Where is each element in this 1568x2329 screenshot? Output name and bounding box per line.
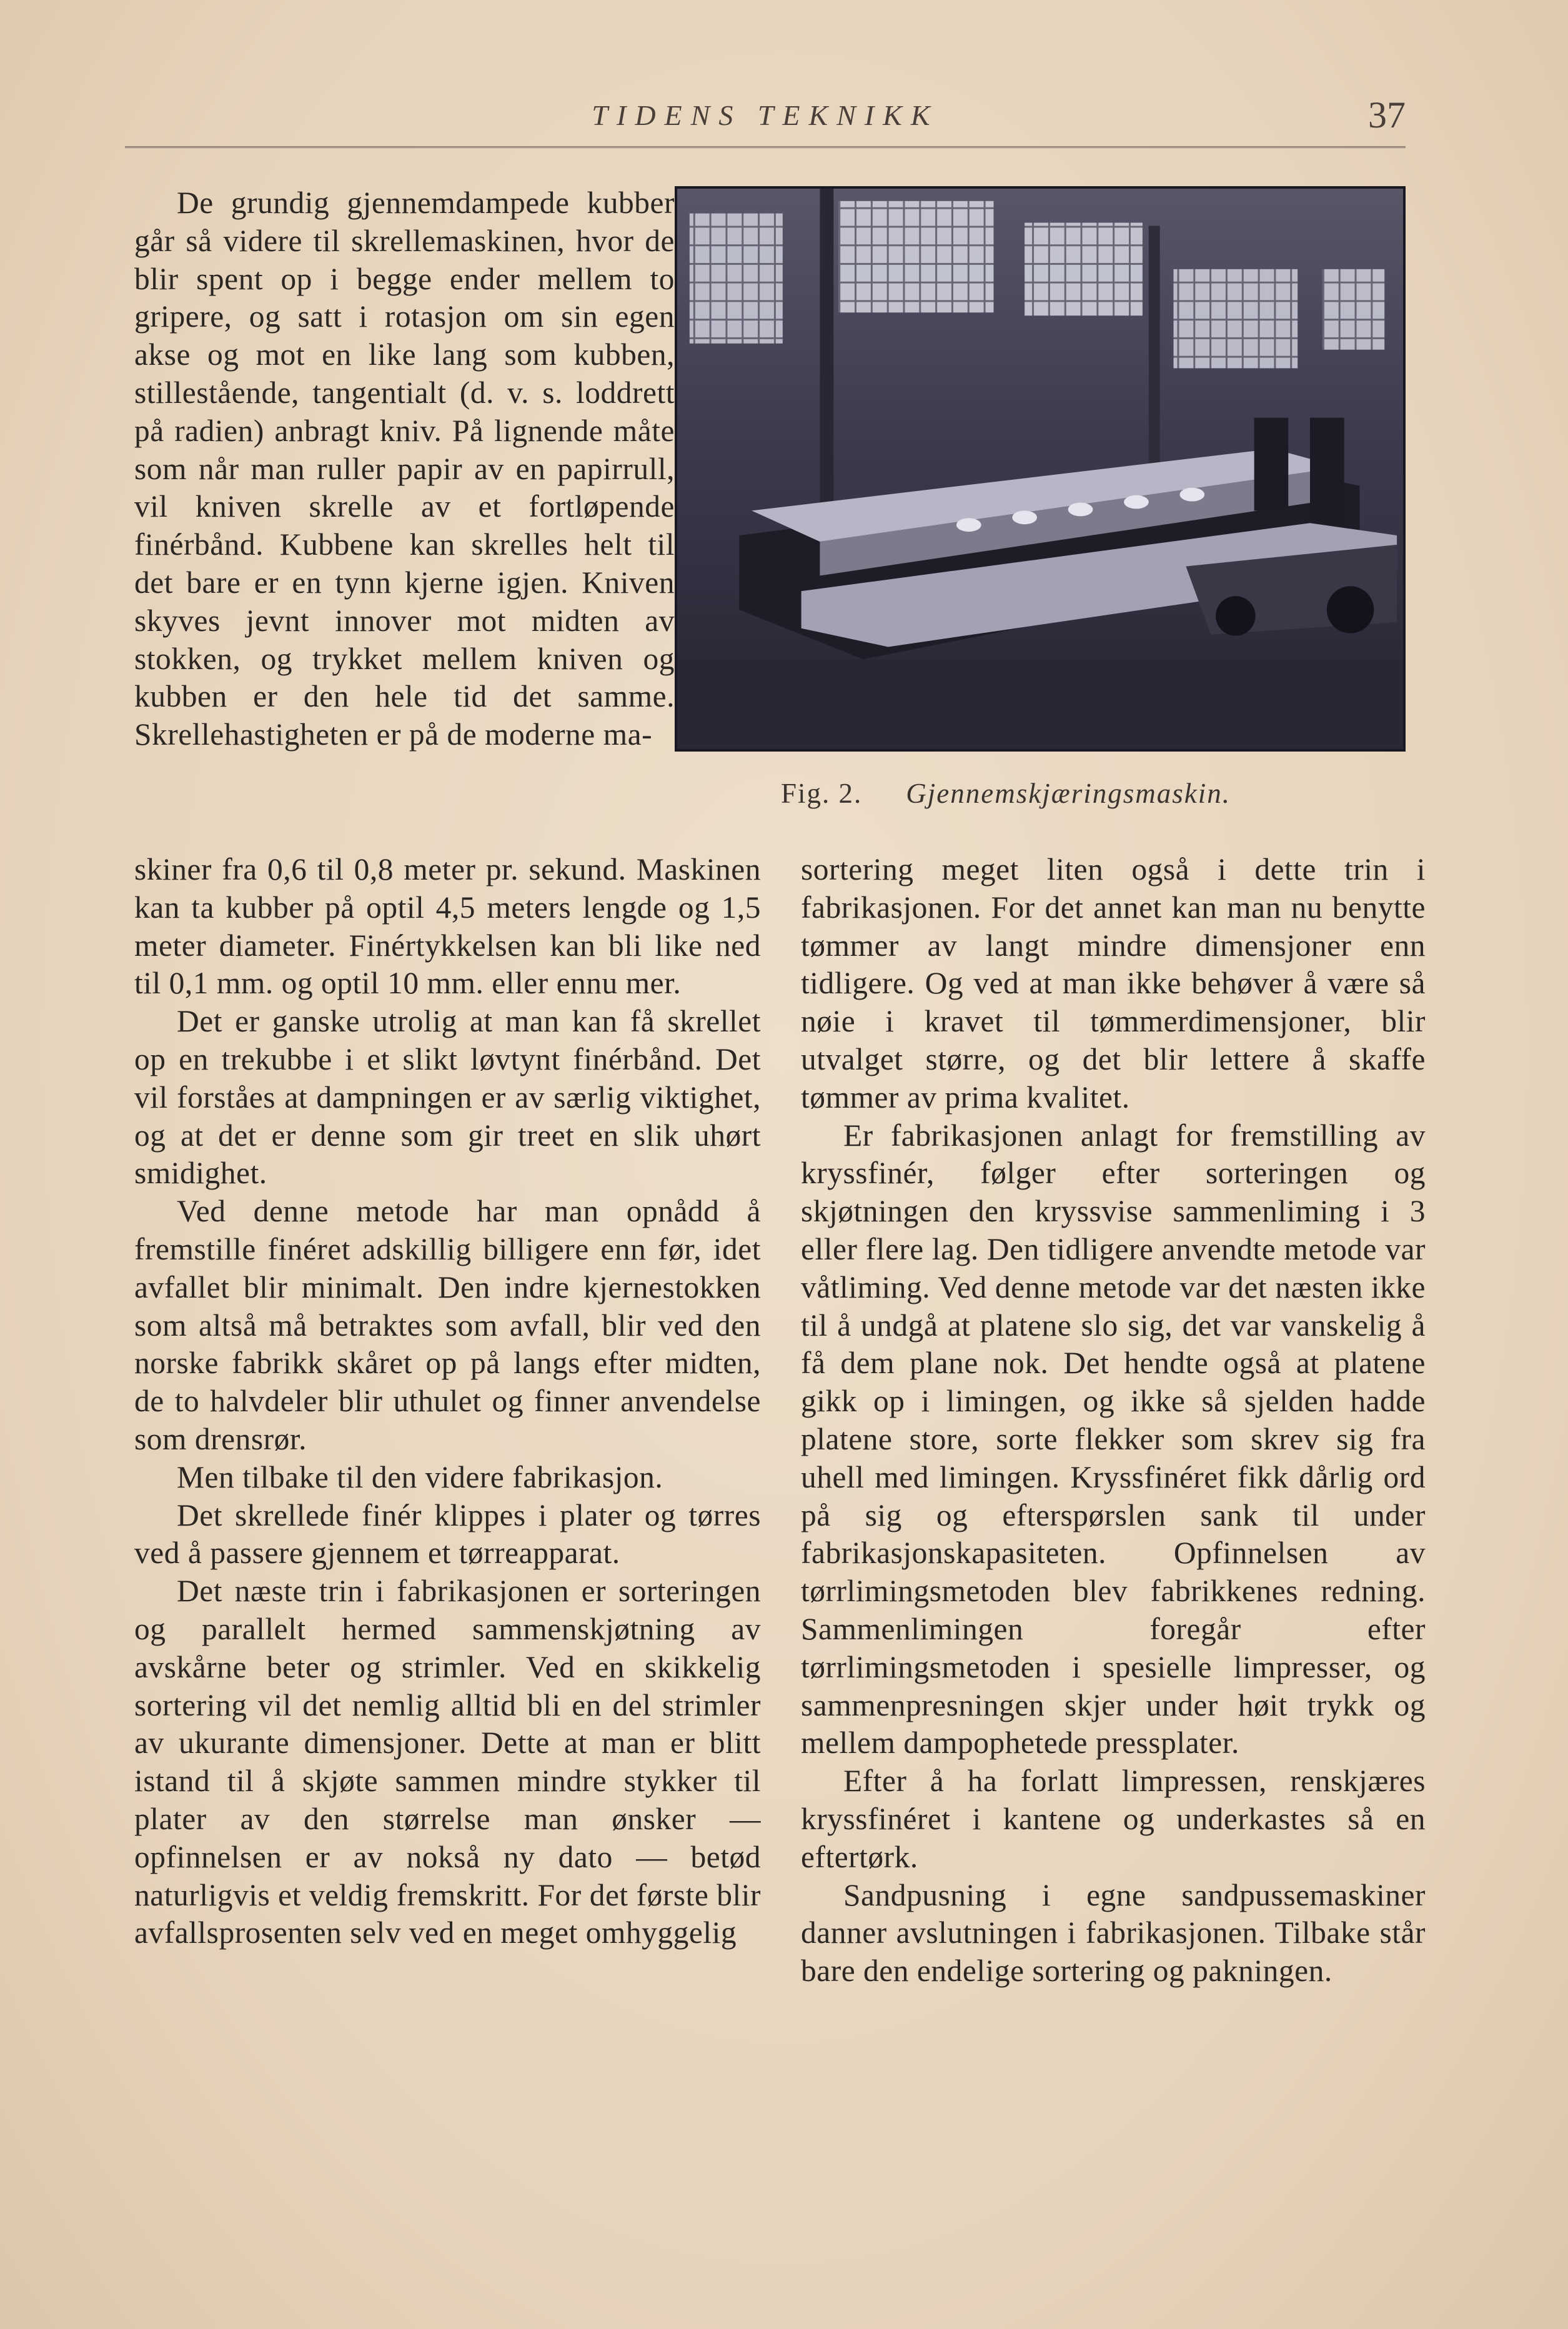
- figure-label: Fig. 2.: [781, 778, 863, 809]
- figure-title: Gjennemskjæringsmaskin.: [906, 778, 1231, 809]
- header-rule: [125, 146, 1406, 148]
- right-column: [801, 851, 1426, 1990]
- factory-machine-photo: [677, 189, 1403, 749]
- paragraph: skiner fra 0,6 til 0,8 meter pr. sekund. Maskinen kan ta kubber på optil 4,5 meters lengde og 1,5 meter diameter. Finértykkelsen kan bli like ned til 0,1 mm. og optil 10 mm. eller ennu mer.: [134, 852, 761, 1001]
- figure-caption: [781, 777, 1231, 810]
- page-header: [125, 94, 1406, 144]
- paragraph: De grundig gjennemdampede kubber går så videre til skrellemaskinen, hvor de blir spent op i begge ender mellem to gripere, og satt i rotasjon om sin egen akse og mot en like lang som kubben, stillestående, tangentialt (d. v. s. loddrett på radien) anbragt kniv. På lignende måte som når man ruller papir av en papirrull, vil kniven skrelle av et fortløpende finérbånd. Kubbene kan skrelles helt til det bare er en tynn kjerne igjen. Kniven skyves jevnt innover mot midten av stokken, og trykket mellem kniven og kubben er den hele tid det samme. Skrellehastigheten er på de moderne ma-: [134, 186, 675, 752]
- page-number: 37: [1368, 94, 1406, 136]
- paragraph: Er fabrikasjonen anlagt for fremstilling av kryssfinér, følger efter sorteringen og skjøtningen den kryssvise sammenliming i 3 eller flere lag. Den tidligere anvendte metode var våtliming. Ved denne metode var det næsten ikke til å undgå at platene slo sig, det var vanskelig å få dem plane nok. Det hendte også at platene gikk op i limingen, og ikke så sjelden hadde platene store, sorte flekker som skrev sig fra uhell med limingen. Kryssfinéret fikk dårlig ord på sig og efterspørslen sank til under fabrikasjonskapasiteten. Opfinnelsen av tørrlimingsmetoden blev fabrikkenes redning. Sammenlimingen foregår efter tørrlimingsmetoden i spesielle limpresser, og sammenpresningen skjer under høit trykk og mellem dampophetede pressplater.: [801, 1118, 1426, 1760]
- paragraph: Det er ganske utrolig at man kan få skrellet op en trekubbe i et slikt løvtynt finérbånd. Det vil forståes at dampningen er av særlig viktighet, og at det er denne som gir treet en slik uhørt smidighet.: [134, 1004, 761, 1191]
- paragraph: Det næste trin i fabrikasjonen er sorteringen og parallelt hermed sammenskjøtning av avskårne beter og strimler. Ved en skikkelig sortering vil det nemlig alltid bli en del strimler av ukurante dimensjoner. Dette at man er blitt istand til å skjøte sammen mindre stykker til plater av den størrelse man ønsker — opfinnelsen er av nokså ny dato — betød naturligvis et veldig fremskritt. For det første blir avfallsprosenten selv ved en meget omhyggelig: [134, 1574, 761, 1950]
- paragraph: Sandpusning i egne sandpussemaskiner danner avslutningen i fabrikasjonen. Tilbake står bare den endelige sortering og pakningen.: [801, 1877, 1426, 1989]
- paragraph: sortering meget liten også i dette trin i fabrikasjonen. For det annet kan man nu benytte tømmer av langt mindre dimensjoner enn tidligere. Og ved at man ikke behøver å være så nøie i kravet til tømmerdimensjoner, blir utvalget større, og det blir lettere å skaffe tømmer av prima kvalitet.: [801, 852, 1426, 1115]
- figure-photo: [675, 186, 1406, 752]
- left-column-top: [134, 184, 675, 754]
- paragraph: Efter å ha forlatt limpressen, renskjæres kryssfinéret i kantene og underkastes så en eftertørk.: [801, 1764, 1426, 1874]
- paragraph: Det skrellede finér klippes i plater og tørres ved å passere gjennem et tørreapparat.: [134, 1497, 761, 1571]
- paragraph: Men tilbake til den videre fabrikasjon.: [177, 1459, 663, 1494]
- running-title: TIDENS TEKNIKK: [592, 99, 939, 131]
- paragraph: Ved denne metode har man opnådd å fremstille finéret adskillig billigere enn før, idet avfallet blir minimalt. Den indre kjernestokken som altså må betraktes som avfall, blir ved den norske fabrikk skåret op på langs efter midten, de to halvdeler blir uthulet og finner anvendelse som drensrør.: [134, 1194, 761, 1456]
- left-column-bottom: [134, 851, 761, 1952]
